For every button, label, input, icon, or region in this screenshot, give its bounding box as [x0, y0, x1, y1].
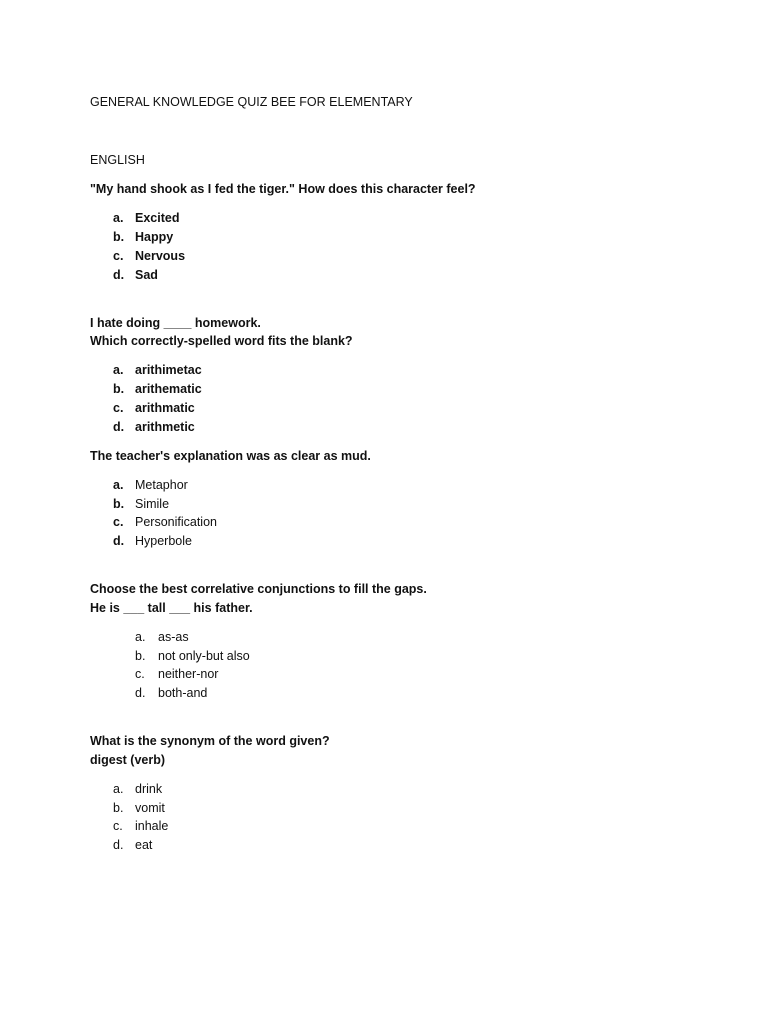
question-4-option-d: [135, 685, 355, 701]
question-4-option-b: [135, 648, 355, 664]
option-text: Sad: [135, 268, 158, 282]
question-3-option-b: [113, 496, 313, 512]
option-text: Personification: [135, 515, 217, 529]
option-letter: b.: [113, 801, 124, 815]
question-4-text-line-1: Choose the best correlative conjunctions to fill the gaps.: [90, 582, 427, 596]
question-2-text-line-2: Which correctly-spelled word fits the blank?: [90, 334, 353, 348]
option-letter: b.: [113, 382, 125, 396]
option-text: neither-nor: [158, 667, 219, 681]
option-letter: c.: [113, 401, 124, 415]
question-2-option-c: [113, 400, 313, 416]
question-3-text: The teacher's explanation was as clear as mud.: [90, 449, 371, 463]
question-2-option-a: [113, 362, 313, 378]
question-2-option-d: [113, 419, 313, 435]
option-letter: a.: [113, 478, 124, 492]
option-letter: d.: [113, 268, 125, 282]
option-text: both-and: [158, 686, 208, 700]
option-letter: a.: [113, 782, 124, 796]
question-4-text-line-2: He is ___ tall ___ his father.: [90, 601, 253, 615]
question-1-option-a: [113, 210, 313, 226]
question-2-text-line-1: I hate doing ____ homework.: [90, 316, 261, 330]
question-3-option-a: [113, 477, 313, 493]
option-letter: a.: [135, 630, 146, 644]
question-1-option-d: [113, 267, 313, 283]
option-text: Hyperbole: [135, 534, 192, 548]
option-text: as-as: [158, 630, 189, 644]
question-1-text: "My hand shook as I fed the tiger." How does this character feel?: [90, 182, 476, 196]
option-letter: a.: [113, 363, 124, 377]
option-text: inhale: [135, 819, 169, 833]
option-text: eat: [135, 838, 153, 852]
option-text: vomit: [135, 801, 165, 815]
question-5-option-d: [113, 837, 313, 853]
question-3-option-d: [113, 533, 313, 549]
question-3-option-c: [113, 514, 313, 530]
option-letter: b.: [113, 230, 125, 244]
option-letter: a.: [113, 211, 124, 225]
option-text: not only-but also: [158, 649, 250, 663]
option-text: drink: [135, 782, 163, 796]
question-5-option-c: [113, 818, 313, 834]
option-letter: b.: [113, 497, 125, 511]
option-letter: c.: [113, 249, 124, 263]
document-title: GENERAL KNOWLEDGE QUIZ BEE FOR ELEMENTARY: [90, 95, 413, 109]
question-2-option-b: [113, 381, 313, 397]
option-letter: c.: [113, 819, 123, 833]
question-5-text-line-1: What is the synonym of the word given?: [90, 734, 330, 748]
option-letter: b.: [135, 649, 146, 663]
option-letter: c.: [113, 515, 124, 529]
question-5-text-line-2: digest (verb): [90, 753, 166, 767]
question-4-option-c: [135, 666, 355, 682]
section-heading: ENGLISH: [90, 153, 145, 167]
question-5-option-b: [113, 800, 313, 816]
option-text: Excited: [135, 211, 180, 225]
question-1-option-c: [113, 248, 313, 264]
option-text: Simile: [135, 497, 170, 511]
question-4-option-a: [135, 629, 355, 645]
question-1-option-b: [113, 229, 313, 245]
option-letter: d.: [113, 420, 125, 434]
question-5-option-a: [113, 781, 313, 797]
option-text: arithimetac: [135, 363, 202, 377]
option-text: arithmetic: [135, 420, 195, 434]
option-letter: c.: [135, 667, 145, 681]
option-letter: d.: [113, 838, 124, 852]
option-text: Nervous: [135, 249, 186, 263]
option-text: arithmatic: [135, 401, 195, 415]
option-text: Happy: [135, 230, 174, 244]
option-letter: d.: [113, 534, 125, 548]
option-text: Metaphor: [135, 478, 188, 492]
option-letter: d.: [135, 686, 146, 700]
option-text: arithematic: [135, 382, 202, 396]
